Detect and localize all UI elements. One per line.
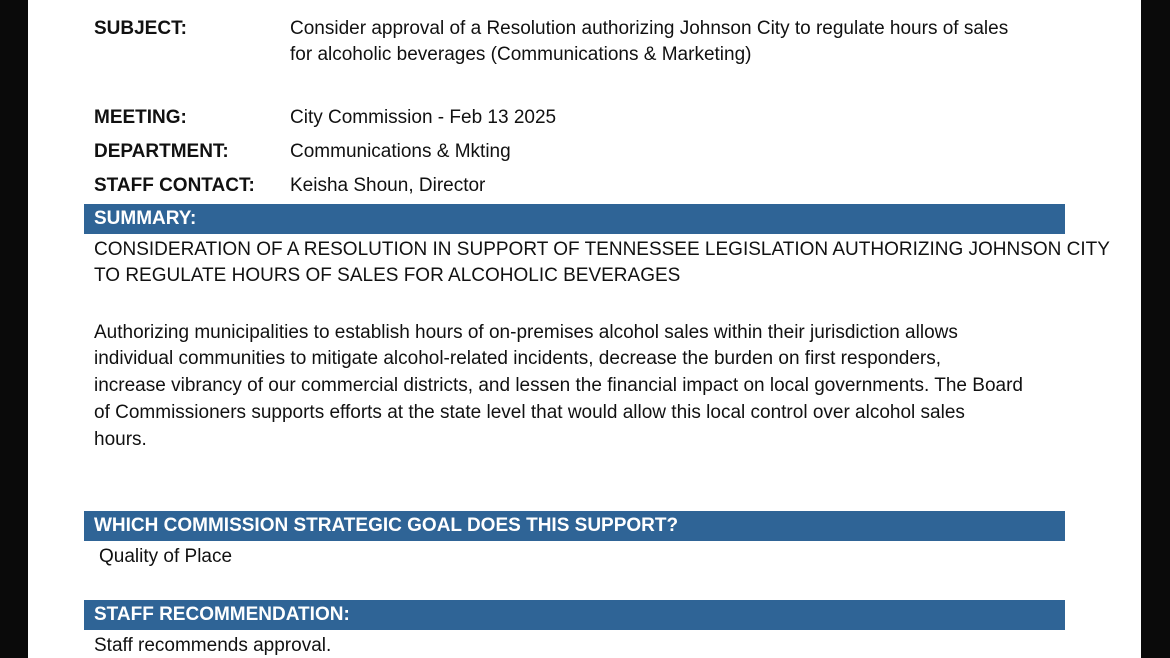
- staff-recommendation-heading: STAFF RECOMMENDATION:: [84, 600, 1065, 630]
- summary-body-line-2: individual communities to mitigate alcohol-related incidents, decrease the burden on first responders,: [94, 348, 942, 369]
- subject-value-line-2: for alcoholic beverages (Communications & Marketing): [290, 44, 752, 65]
- summary-body-line-4: of Commissioners supports efforts at the state level that would allow this local control over alcohol sales: [94, 402, 965, 423]
- department-value: Communications & Mkting: [290, 141, 511, 162]
- document-page: [28, 0, 1141, 658]
- subject-value-line-1: Consider approval of a Resolution authorizing Johnson City to regulate hours of sales: [290, 18, 1009, 39]
- strategic-goal-value: Quality of Place: [99, 546, 233, 567]
- summary-heading: SUMMARY:: [84, 204, 1065, 234]
- meeting-label: MEETING:: [94, 107, 187, 128]
- summary-title-line-2: TO REGULATE HOURS OF SALES FOR ALCOHOLIC BEVERAGES: [94, 265, 681, 286]
- summary-body-line-3: increase vibrancy of our commercial districts, and lessen the financial impact on local governments. The Board: [94, 375, 1023, 396]
- summary-title-line-1: CONSIDERATION OF A RESOLUTION IN SUPPORT OF TENNESSEE LEGISLATION AUTHORIZING JOHNSON CITY: [94, 239, 1110, 260]
- staff-contact-label: STAFF CONTACT:: [94, 175, 255, 196]
- strategic-goal-heading: WHICH COMMISSION STRATEGIC GOAL DOES THIS SUPPORT?: [84, 511, 1065, 541]
- subject-label: SUBJECT:: [94, 18, 187, 39]
- staff-recommendation-value: Staff recommends approval.: [94, 635, 332, 656]
- department-label: DEPARTMENT:: [94, 141, 229, 162]
- summary-body-line-1: Authorizing municipalities to establish hours of on-premises alcohol sales within their jurisdiction allows: [94, 322, 958, 343]
- meeting-value: City Commission - Feb 13 2025: [290, 107, 557, 128]
- staff-contact-value: Keisha Shoun, Director: [290, 175, 486, 196]
- summary-body-line-5: hours.: [94, 429, 147, 450]
